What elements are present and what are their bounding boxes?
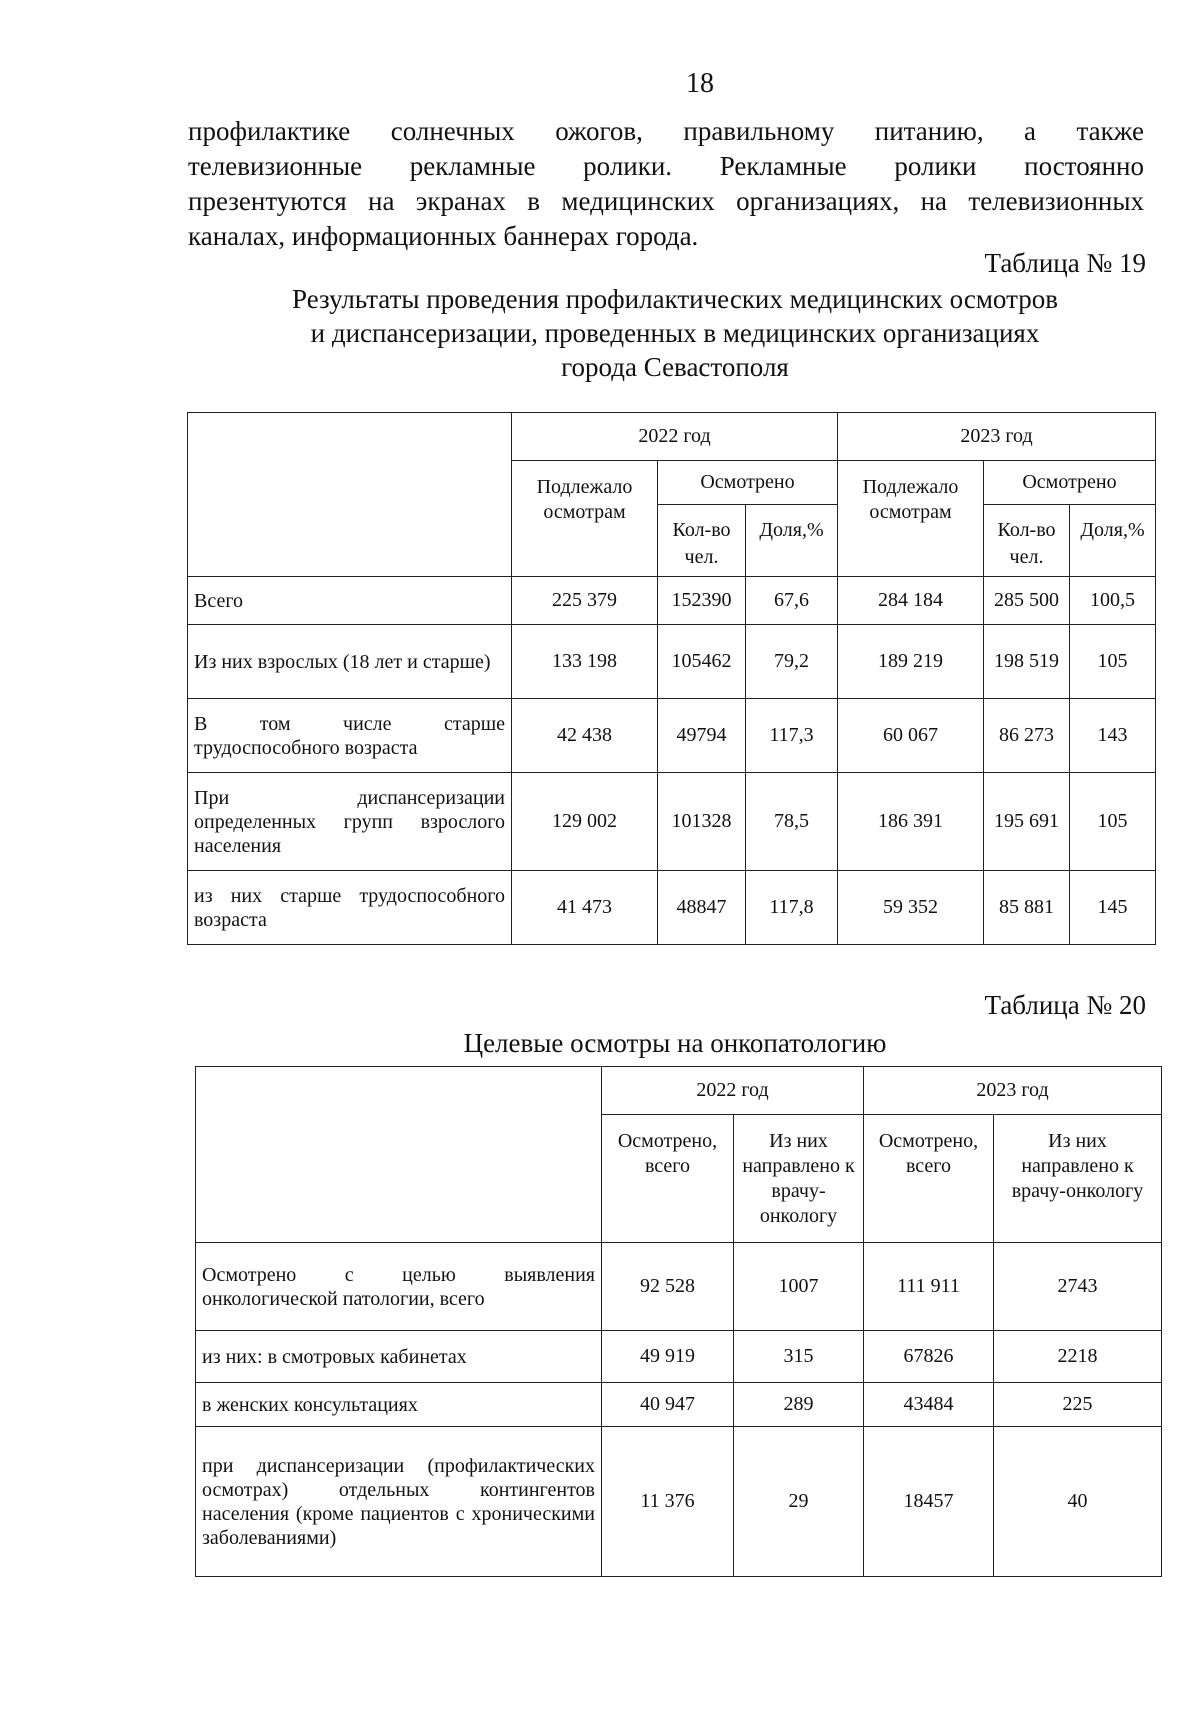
table-row — [188, 699, 1156, 773]
cell: 85 881 — [984, 871, 1070, 945]
row-label: В том числе старше трудоспособного возраста — [188, 699, 512, 773]
cell: 289 — [734, 1383, 864, 1427]
header-year-2022: 2022 год — [512, 413, 838, 461]
table-row — [196, 1383, 1162, 1427]
header-planned-2022: Подлежало осмотрам — [512, 461, 658, 577]
table-20-caption: Целевые осмотры на онкопатологию — [463, 1028, 887, 1058]
cell: 225 — [994, 1383, 1162, 1427]
cell: 18457 — [864, 1427, 994, 1577]
table-row — [196, 1243, 1162, 1331]
cell: 117,8 — [746, 871, 838, 945]
cell: 143 — [1070, 699, 1156, 773]
cell: 48847 — [658, 871, 746, 945]
table-row — [196, 1427, 1162, 1577]
row-label: в женских консультациях — [196, 1383, 602, 1427]
paragraph-line: каналах, информационных баннерах города. — [188, 221, 699, 251]
table-row — [188, 773, 1156, 871]
header-year-2023: 2023 год — [838, 413, 1156, 461]
header-share-2022: Доля,% — [746, 505, 838, 577]
header-count-2022: Кол-во чел. — [658, 505, 746, 577]
body-paragraph — [188, 114, 1144, 254]
cell: 189 219 — [838, 625, 984, 699]
cell: 105462 — [658, 625, 746, 699]
cell: 195 691 — [984, 773, 1070, 871]
header-examined-2022: Осмотрено — [658, 461, 838, 505]
cell: 105 — [1070, 773, 1156, 871]
table-row — [188, 577, 1156, 625]
row-label: Всего — [188, 577, 512, 625]
header-referred-2022: Из них направлено к врачу-онкологу — [734, 1115, 864, 1243]
paragraph-line: презентуются на экранах в медицинских организациях, на телевизионных — [188, 186, 1144, 216]
cell: 40 947 — [602, 1383, 734, 1427]
header-empty — [196, 1067, 602, 1243]
row-label: При диспансеризации определенных групп взрослого населения — [188, 773, 512, 871]
header-examined-total-2023: Осмотрено, всего — [864, 1115, 994, 1243]
header-year-2023: 2023 год — [864, 1067, 1162, 1115]
row-label: из них старше трудоспособного возраста — [188, 871, 512, 945]
cell: 285 500 — [984, 577, 1070, 625]
header-examined-total-2022: Осмотрено, всего — [602, 1115, 734, 1243]
table-row — [196, 1331, 1162, 1383]
cell: 152390 — [658, 577, 746, 625]
paragraph-line: профилактике солнечных ожогов, правильному питанию, а также — [188, 116, 1144, 146]
cell: 1007 — [734, 1243, 864, 1331]
caption-line: Результаты проведения профилактических медицинских осмотров — [292, 284, 1058, 314]
row-label: при диспансеризации (профилактических осмотрах) отдельных контингентов населения (кроме пациентов с хроническими заболеваниями) — [196, 1427, 602, 1577]
cell: 79,2 — [746, 625, 838, 699]
table-row — [188, 625, 1156, 699]
cell: 41 473 — [512, 871, 658, 945]
cell: 92 528 — [602, 1243, 734, 1331]
paragraph-line: телевизионные рекламные ролики. Рекламные ролики постоянно — [188, 151, 1144, 181]
caption-line: и диспансеризации, проведенных в медицинских организациях — [310, 318, 1040, 348]
cell: 67826 — [864, 1331, 994, 1383]
cell: 49 919 — [602, 1331, 734, 1383]
cell: 11 376 — [602, 1427, 734, 1577]
cell: 198 519 — [984, 625, 1070, 699]
cell: 49794 — [658, 699, 746, 773]
table-20 — [195, 1066, 1162, 1577]
header-planned-2023: Подлежало осмотрам — [838, 461, 984, 577]
cell: 145 — [1070, 871, 1156, 945]
page-number: 18 — [686, 68, 714, 99]
cell: 284 184 — [838, 577, 984, 625]
cell: 186 391 — [838, 773, 984, 871]
cell: 78,5 — [746, 773, 838, 871]
cell: 60 067 — [838, 699, 984, 773]
cell: 105 — [1070, 625, 1156, 699]
cell: 111 911 — [864, 1243, 994, 1331]
cell: 43484 — [864, 1383, 994, 1427]
table-19-caption — [180, 282, 1170, 384]
header-count-2023: Кол-во чел. — [984, 505, 1070, 577]
cell: 101328 — [658, 773, 746, 871]
cell: 315 — [734, 1331, 864, 1383]
header-empty — [188, 413, 512, 577]
table-19 — [187, 412, 1156, 945]
cell: 40 — [994, 1427, 1162, 1577]
header-year-2022: 2022 год — [602, 1067, 864, 1115]
cell: 117,3 — [746, 699, 838, 773]
row-label: Из них взрослых (18 лет и старше) — [188, 625, 512, 699]
cell: 42 438 — [512, 699, 658, 773]
table-19-number: Таблица № 19 — [984, 248, 1146, 278]
cell: 129 002 — [512, 773, 658, 871]
header-examined-2023: Осмотрено — [984, 461, 1156, 505]
cell: 67,6 — [746, 577, 838, 625]
cell: 133 198 — [512, 625, 658, 699]
row-label: из них: в смотровых кабинетах — [196, 1331, 602, 1383]
table-row — [188, 871, 1156, 945]
cell: 29 — [734, 1427, 864, 1577]
cell: 2743 — [994, 1243, 1162, 1331]
cell: 2218 — [994, 1331, 1162, 1383]
cell: 59 352 — [838, 871, 984, 945]
table-20-number: Таблица № 20 — [984, 990, 1146, 1020]
cell: 225 379 — [512, 577, 658, 625]
cell: 86 273 — [984, 699, 1070, 773]
row-label: Осмотрено с целью выявления онкологической патологии, всего — [196, 1243, 602, 1331]
cell: 100,5 — [1070, 577, 1156, 625]
header-share-2023: Доля,% — [1070, 505, 1156, 577]
caption-line: города Севастополя — [561, 352, 789, 382]
header-referred-2023: Из них направлено к врачу-онкологу — [994, 1115, 1162, 1243]
